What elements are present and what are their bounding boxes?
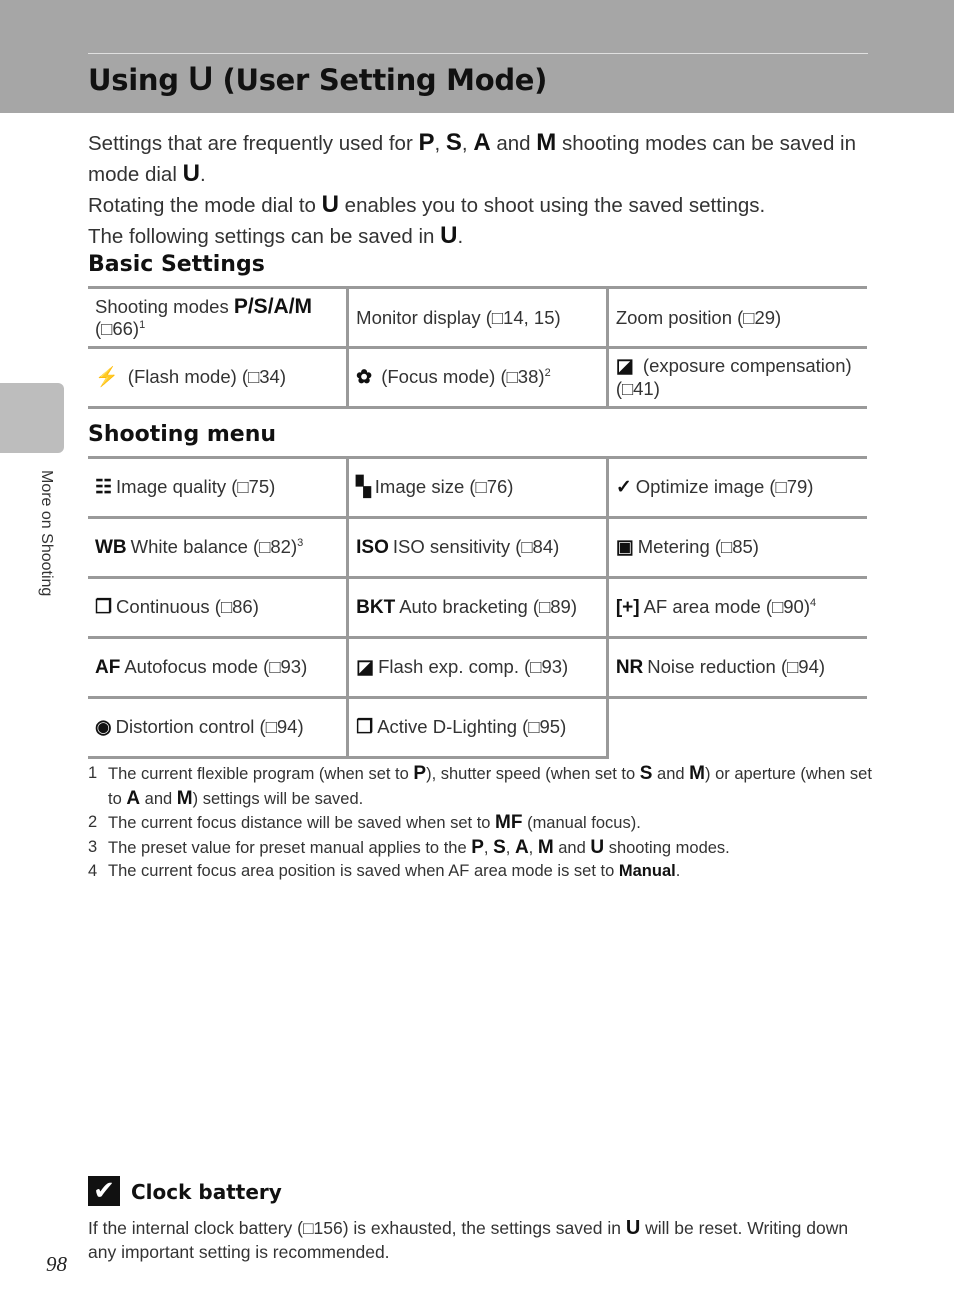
mode-letter: P: [413, 763, 427, 784]
setting-icon: ✓: [615, 477, 632, 498]
table-cell: [88, 638, 348, 698]
setting-label: Active D-Lighting (□95): [377, 716, 567, 737]
footnote-text: The current focus distance will be saved when set to: [108, 814, 496, 832]
footnote-ref: 1: [139, 318, 146, 331]
clock-battery-title: Clock battery: [131, 1180, 282, 1204]
setting-icon: ⚡: [95, 367, 119, 388]
footnote-text: (manual focus).: [522, 814, 641, 832]
table-row: [88, 458, 867, 518]
table-row: [88, 348, 867, 408]
section-tab-label: More on Shooting: [38, 470, 55, 597]
setting-label: (Flash mode) (□34): [122, 366, 287, 387]
setting-icon: ✿: [356, 367, 373, 388]
header-rule: [88, 53, 868, 54]
mode-a-icon: A: [473, 129, 491, 156]
table-cell: [88, 518, 348, 578]
setting-label: (exposure compensation) (□41): [615, 355, 852, 399]
footnote-text: ), shutter speed (when set to: [426, 765, 640, 783]
table-row: [88, 288, 867, 348]
setting-label: Optimize image (□79): [635, 476, 814, 497]
mode-p-icon: P: [418, 129, 435, 156]
setting-label: Noise reduction (□94): [647, 656, 826, 677]
intro-text: [88, 128, 878, 252]
mode-m-icon: M: [536, 129, 557, 156]
mode-letter: A: [514, 836, 529, 858]
setting-label: Image size (□76): [374, 476, 514, 497]
mode-letter: U: [590, 836, 605, 858]
footnote: [88, 836, 878, 861]
table-cell: [607, 288, 867, 348]
footnote-ref: 2: [544, 367, 551, 379]
setting-label: Image quality (□75): [116, 476, 276, 497]
intro-line-3: The following settings can be saved in U.: [88, 222, 464, 249]
setting-ref: (□66): [95, 317, 140, 339]
table-cell: [348, 348, 608, 408]
footnote-text: shooting modes.: [604, 838, 730, 857]
footnote-text: The preset value for preset manual applies to the: [108, 838, 472, 857]
checkmark-icon: ✔: [88, 1176, 120, 1206]
setting-label: White balance (□82): [130, 536, 298, 557]
basic-settings-heading: Basic Settings: [88, 252, 265, 277]
section-tab: [0, 383, 64, 453]
table-cell: [88, 288, 348, 348]
menu-option-name: Manual: [618, 862, 676, 880]
table-row: [88, 578, 867, 638]
table-cell: [88, 698, 348, 758]
footnote-text: The current flexible program (when set to: [108, 765, 414, 783]
mode-letter: M: [537, 836, 554, 858]
table-cell: [348, 518, 608, 578]
shooting-menu-table: [88, 456, 867, 759]
empty-cell: [607, 698, 867, 758]
clock-battery-body: If the internal clock battery (□156) is exhausted, the settings saved in U will be reset. Writing down any important setting is recommended.: [88, 1217, 849, 1262]
footnote-text: The current focus area position is saved when AF area mode is set to: [108, 862, 619, 880]
setting-label: Autofocus mode (□93): [124, 656, 308, 677]
table-cell: [88, 578, 348, 638]
setting-icon: AF: [95, 657, 121, 678]
footnote-number: 3: [88, 837, 98, 856]
setting-icon: ▣: [615, 537, 634, 558]
setting-icon: ❒: [356, 717, 374, 738]
table-cell: [348, 288, 608, 348]
setting-icon: ◪: [356, 657, 375, 678]
footnote-ref: 4: [810, 597, 817, 609]
table-cell: [88, 458, 348, 518]
table-cell: [348, 578, 608, 638]
table-row: [88, 698, 867, 758]
footnote-text: ,: [528, 838, 538, 857]
footnote-text: ,: [505, 838, 515, 857]
shooting-menu-heading: Shooting menu: [88, 422, 277, 447]
mode-u-icon: U: [625, 1217, 641, 1239]
setting-label: (Focus mode) (□38): [376, 366, 545, 387]
table-cell: [607, 638, 867, 698]
footnote-number: 2: [88, 813, 98, 831]
mode-letter: A: [126, 787, 141, 809]
footnote: [88, 762, 878, 811]
user-mode-icon: U: [188, 60, 213, 98]
footnote-text: ) settings will be saved.: [192, 789, 364, 808]
footnote-text: and: [553, 838, 591, 857]
intro-line-1: Settings that are frequently used for P, S, A and M shooting modes can be saved in mode dial U.: [88, 129, 857, 187]
page-number: 98: [46, 1252, 67, 1276]
basic-settings-table: [88, 286, 867, 409]
table-row: [88, 638, 867, 698]
mode-letter: P: [471, 836, 484, 858]
footnote-text: ) or aperture (when set to: [108, 765, 872, 808]
footnote-ref: 3: [297, 537, 304, 549]
setting-icon: BKT: [356, 597, 396, 618]
table-row: [88, 518, 867, 578]
mode-letters: P/S/A/M: [233, 294, 313, 318]
setting-icon: ◉: [95, 717, 112, 738]
mode-u-icon: U: [440, 222, 458, 249]
footnote-text: ,: [483, 838, 494, 857]
table-cell: [348, 698, 608, 758]
footnote-text: and: [652, 765, 690, 783]
table-cell: [88, 348, 348, 408]
table-cell: [607, 518, 867, 578]
setting-icon: ☷: [95, 477, 113, 498]
mode-letter: MF: [495, 812, 523, 833]
page-title: Using U (User Setting Mode): [88, 60, 548, 98]
table-cell: [607, 348, 867, 408]
setting-icon: [+]: [615, 597, 640, 618]
mode-letter: S: [493, 836, 506, 858]
footnote-text: and: [140, 789, 177, 808]
mode-letter: M: [176, 787, 193, 809]
mode-letter: M: [689, 763, 705, 784]
setting-icon: ▚: [356, 477, 371, 498]
intro-line-2: Rotating the mode dial to U enables you to shoot using the saved settings.: [88, 191, 766, 218]
mode-letter: S: [639, 763, 653, 784]
setting-label: ISO sensitivity (□84): [392, 536, 560, 557]
mode-s-icon: S: [445, 129, 462, 156]
footnote-number: 4: [88, 862, 98, 880]
table-cell: [607, 578, 867, 638]
table-cell: [348, 638, 608, 698]
setting-label: Shooting modes: [95, 295, 234, 317]
table-cell: [348, 458, 608, 518]
footnotes: [88, 762, 878, 884]
setting-label: Monitor display (□14, 15): [356, 306, 561, 328]
setting-label: AF area mode (□90): [643, 596, 810, 617]
setting-label: Metering (□85): [637, 536, 759, 557]
setting-label: Continuous (□86): [116, 596, 259, 617]
mode-u-icon: U: [182, 160, 200, 187]
setting-label: Auto bracketing (□89): [399, 596, 577, 617]
mode-u-icon: U: [321, 191, 339, 218]
setting-icon: ISO: [356, 537, 389, 558]
setting-icon: WB: [95, 537, 127, 558]
footnote-number: 1: [88, 764, 98, 782]
setting-label: Distortion control (□94): [115, 716, 304, 737]
table-cell: [607, 458, 867, 518]
setting-label: Zoom position (□29): [615, 306, 782, 328]
footnote: [88, 811, 878, 836]
setting-icon: NR: [615, 657, 644, 678]
setting-icon: ❐: [95, 597, 113, 618]
footnote: [88, 860, 878, 884]
setting-label: Flash exp. comp. (□93): [378, 656, 569, 677]
setting-icon: ◪: [615, 356, 634, 377]
footnote-text: .: [675, 862, 681, 880]
